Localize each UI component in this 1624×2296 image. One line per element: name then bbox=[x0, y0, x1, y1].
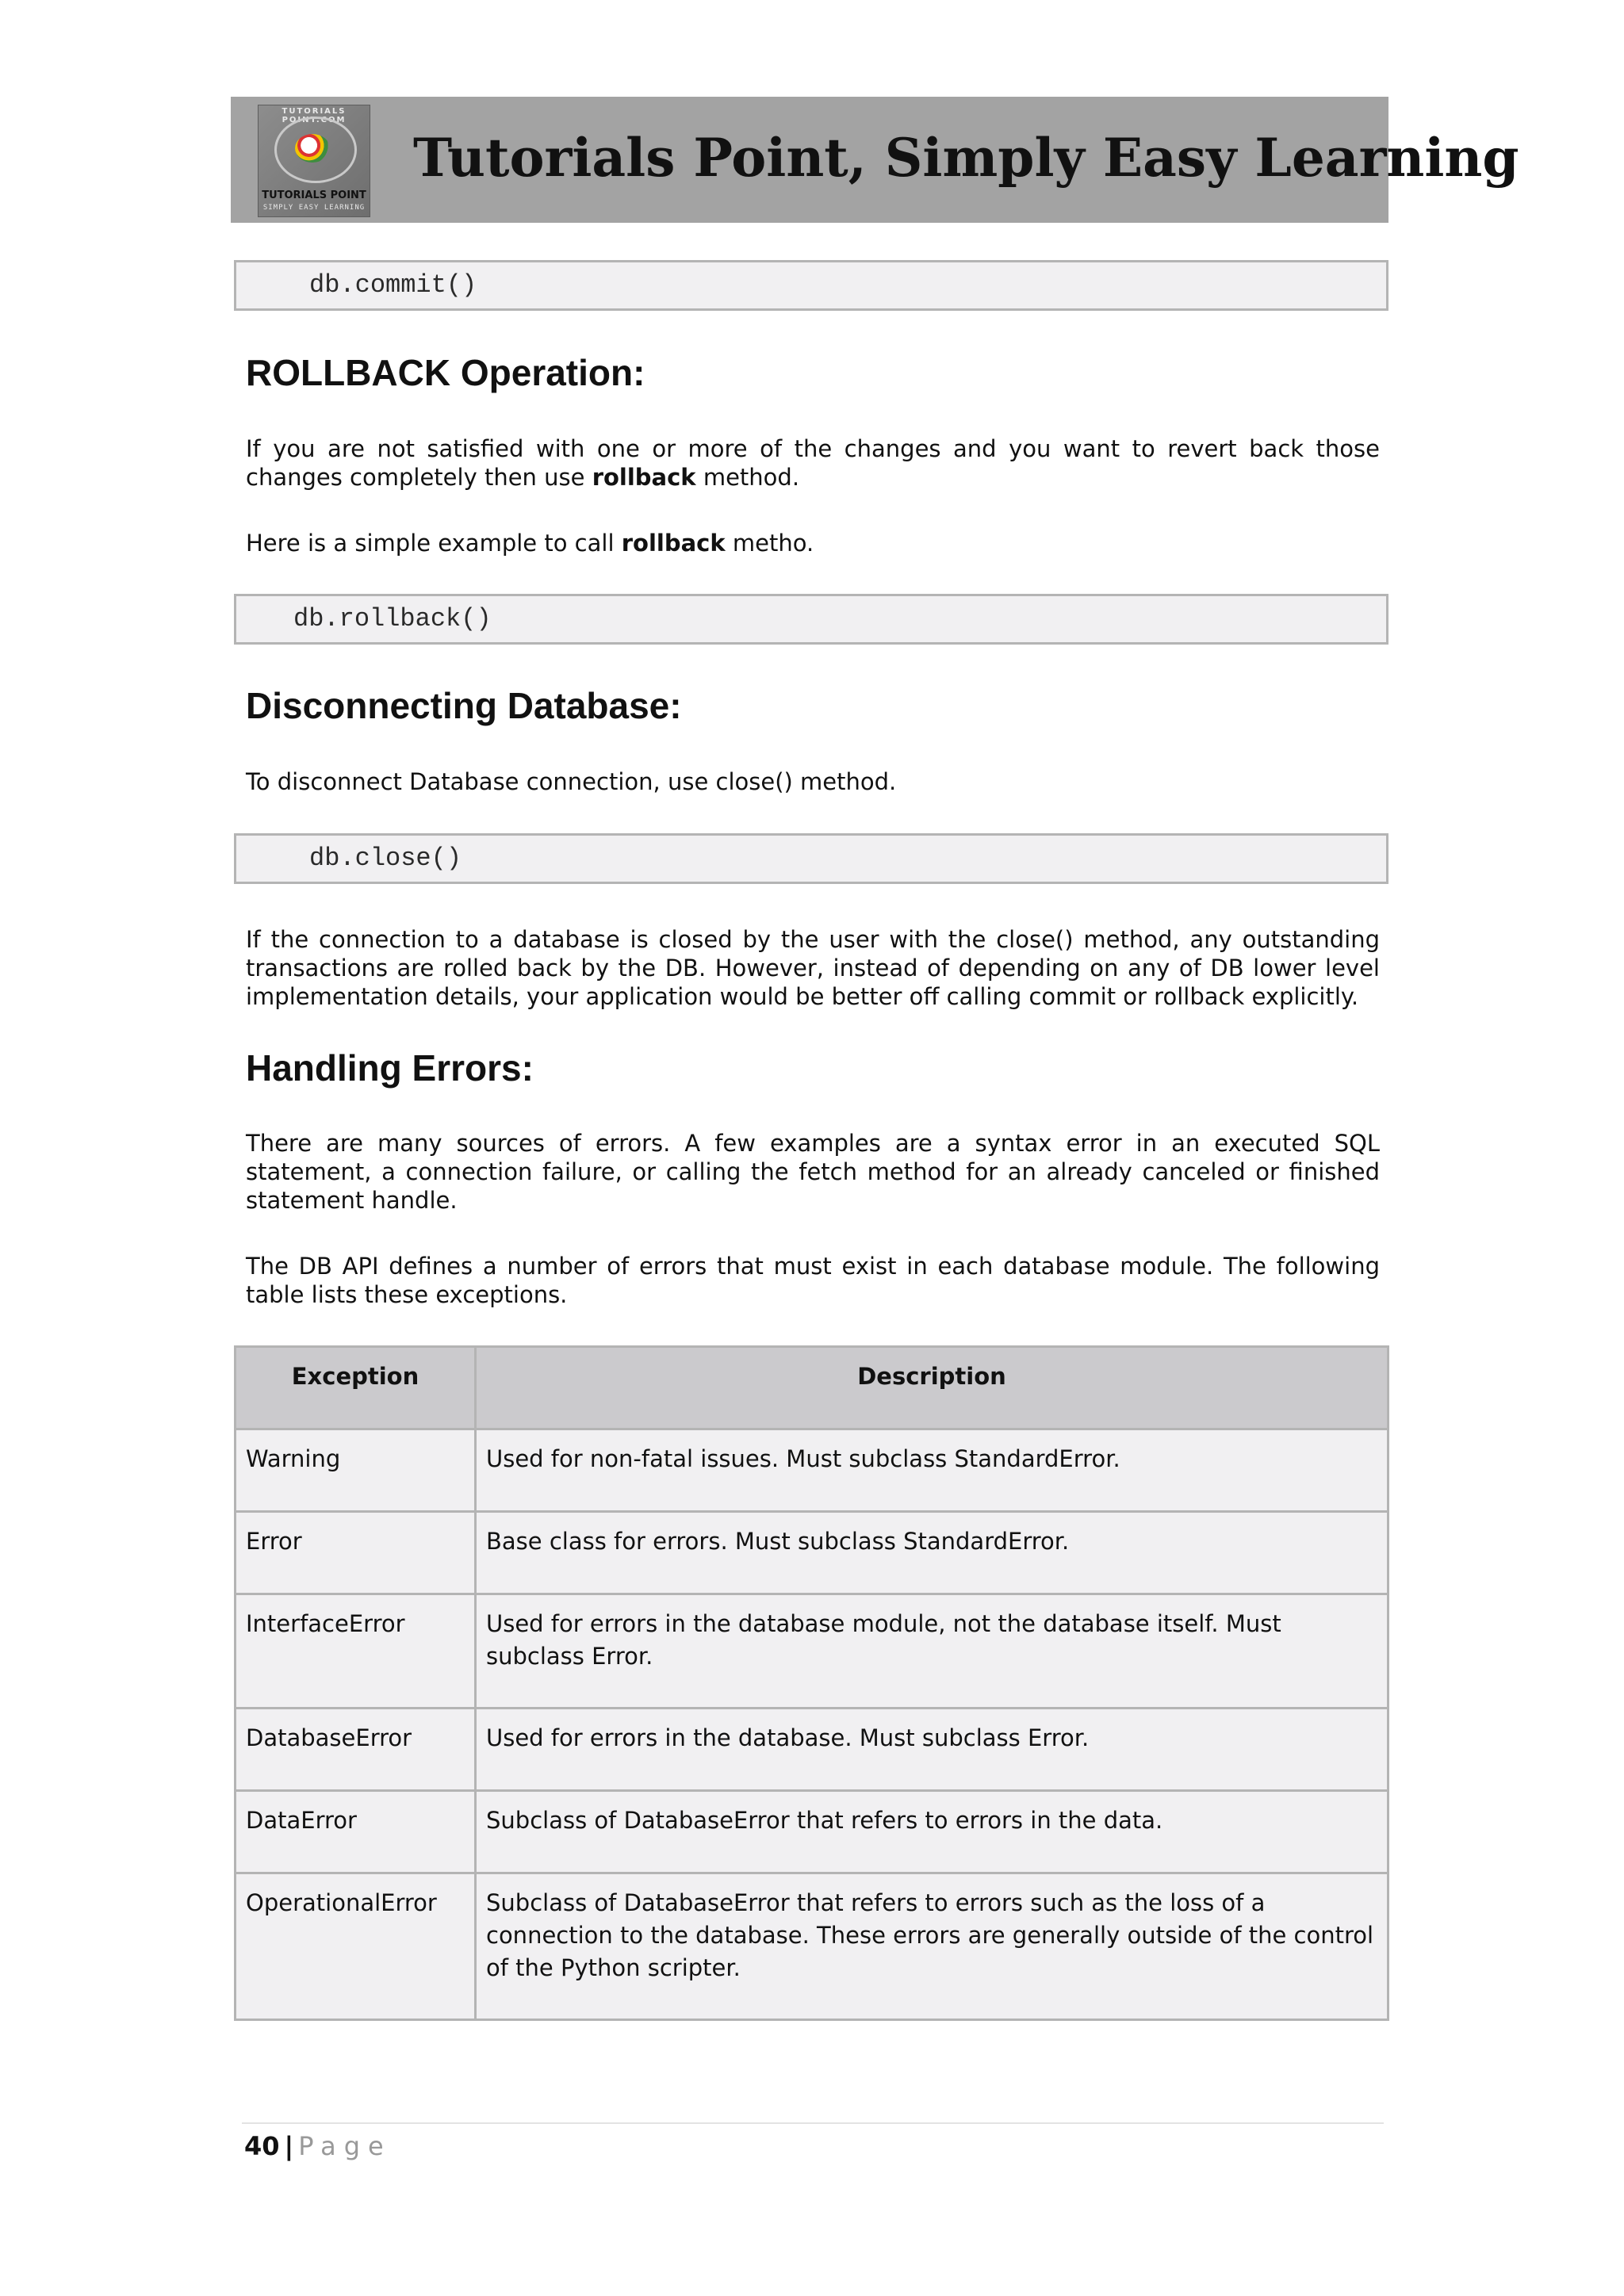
exception-name: InterfaceError bbox=[236, 1594, 476, 1709]
table-row bbox=[236, 1709, 1388, 1791]
page-header bbox=[231, 97, 1519, 223]
table-row bbox=[236, 1791, 1388, 1873]
logo-emblem-icon bbox=[295, 134, 330, 163]
logo-brand: TUTORIALS POINT bbox=[262, 189, 366, 201]
footer-divider bbox=[242, 2122, 1384, 2124]
header-description: Description bbox=[476, 1347, 1388, 1429]
exception-name: Error bbox=[236, 1512, 476, 1594]
errors-paragraph-2: The DB API defines a number of errors that must exist in each database module. The following table lists these exceptions. bbox=[246, 1253, 1380, 1308]
disconnect-paragraph-2: If the connection to a database is closed by the user with the close() method, any outstanding transactions are rolled back by the DB. However, instead of depending on any of DB lower level implementation details, your application would be better off calling commit or rollback explicitly. bbox=[246, 926, 1380, 1010]
header-title: Tutorials Point, Simply Easy Learning bbox=[413, 127, 1519, 189]
table-header-row bbox=[236, 1347, 1388, 1429]
disconnect-paragraph-1: To disconnect Database connection, use close() method. bbox=[246, 768, 897, 795]
table-row bbox=[236, 1594, 1388, 1709]
rollback-paragraph-2: Here is a simple example to call rollback metho. bbox=[246, 530, 814, 557]
code-block-commit: db.commit() bbox=[234, 260, 1388, 311]
exception-description: Subclass of DatabaseError that refers to errors such as the loss of a connection to the database. These errors are generally outside of the control of the Python scripter. bbox=[476, 1873, 1388, 2020]
heading-disconnecting: Disconnecting Database: bbox=[246, 685, 682, 726]
logo-tagline: SIMPLY EASY LEARNING bbox=[262, 204, 366, 212]
exception-description: Used for non-fatal issues. Must subclass StandardError. bbox=[476, 1429, 1388, 1512]
table-row bbox=[236, 1512, 1388, 1594]
rollback-paragraph-1: If you are not satisfied with one or more of the changes and you want to revert back those changes completely then use rollback method. bbox=[246, 435, 1380, 491]
code-block-rollback: db.rollback() bbox=[234, 594, 1388, 645]
logo-arc-text: TUTORIALS POINT.COM bbox=[282, 107, 347, 124]
page-number: 40 bbox=[244, 2131, 280, 2161]
exception-name: Warning bbox=[236, 1429, 476, 1512]
table-row bbox=[236, 1873, 1388, 2020]
errors-paragraph-1: There are many sources of errors. A few examples are a syntax error in an executed SQL statement, a connection failure, or calling the fetch method for an already canceled or finished statement handle. bbox=[246, 1130, 1380, 1214]
exception-name: OperationalError bbox=[236, 1873, 476, 2020]
page-label: Page bbox=[298, 2131, 392, 2161]
exceptions-table bbox=[234, 1345, 1389, 2021]
page-footer bbox=[244, 2131, 392, 2161]
header-exception: Exception bbox=[236, 1347, 476, 1429]
heading-rollback: ROLLBACK Operation: bbox=[246, 352, 645, 393]
exception-description: Used for errors in the database. Must subclass Error. bbox=[476, 1709, 1388, 1791]
exception-description: Base class for errors. Must subclass StandardError. bbox=[476, 1512, 1388, 1594]
table-row bbox=[236, 1429, 1388, 1512]
exception-name: DataError bbox=[236, 1791, 476, 1873]
exception-name: DatabaseError bbox=[236, 1709, 476, 1791]
footer-separator: | bbox=[284, 2131, 294, 2161]
exception-description: Subclass of DatabaseError that refers to errors in the data. bbox=[476, 1791, 1388, 1873]
tutorials-point-logo bbox=[258, 105, 370, 217]
code-block-close: db.close() bbox=[234, 833, 1388, 884]
exception-description: Used for errors in the database module, not the database itself. Must subclass Error. bbox=[476, 1594, 1388, 1709]
heading-handling-errors: Handling Errors: bbox=[246, 1047, 534, 1089]
